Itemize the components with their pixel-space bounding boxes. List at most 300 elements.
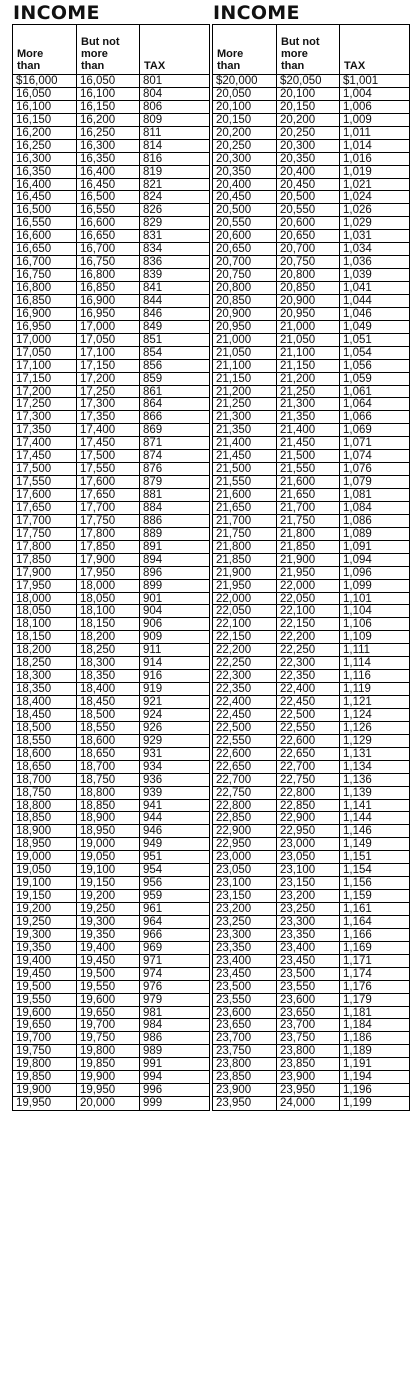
- more-than-cell: 21,650: [216, 501, 252, 514]
- more-than-cell: 18,600: [16, 747, 52, 760]
- table-row: [13, 709, 209, 722]
- tax-cell: 896: [139, 567, 209, 579]
- but-not-more-than-cell: 19,700: [76, 1019, 139, 1031]
- tax-cell: 1,096: [339, 567, 409, 579]
- more-than-cell: 22,350: [216, 683, 252, 695]
- table-row: [13, 1071, 209, 1084]
- tax-cell: 1,191: [339, 1058, 409, 1070]
- more-than-cell: 17,450: [16, 450, 52, 463]
- tax-cell: 991: [139, 1058, 209, 1070]
- table-row: [13, 800, 209, 813]
- but-not-more-than-cell: 22,850: [276, 800, 339, 812]
- tax-cell: 1,076: [339, 463, 409, 475]
- tax-cell: 1,199: [339, 1097, 409, 1110]
- table-row: [213, 101, 409, 114]
- but-not-more-than-cell: 17,250: [76, 386, 139, 398]
- but-not-more-than-cell: 20,200: [276, 114, 339, 126]
- but-not-more-than-cell: 23,450: [276, 955, 339, 967]
- table-row: [213, 1084, 409, 1097]
- more-than-cell: 23,450: [216, 967, 252, 980]
- but-not-more-than-cell: 18,650: [76, 748, 139, 760]
- tax-cell: 844: [139, 295, 209, 307]
- table-row: [13, 618, 209, 631]
- more-than-cell: 23,750: [216, 1045, 252, 1058]
- more-than-cell: 19,800: [16, 1058, 52, 1071]
- header-tax: TAX: [139, 25, 209, 74]
- tax-cell: 1,049: [339, 321, 409, 333]
- but-not-more-than-cell: 16,400: [76, 166, 139, 178]
- but-not-more-than-cell: 23,250: [276, 903, 339, 915]
- table-row: [213, 968, 409, 981]
- but-not-more-than-cell: 23,300: [276, 916, 339, 928]
- tax-cell: 1,176: [339, 981, 409, 993]
- table-row: [213, 554, 409, 567]
- table-row: [13, 670, 209, 683]
- table-row: [13, 541, 209, 554]
- table-row: [13, 88, 209, 101]
- table-row: [213, 593, 409, 606]
- tax-cell: 849: [139, 321, 209, 333]
- more-than-cell: 16,300: [16, 152, 52, 165]
- tax-cell: 1,059: [339, 373, 409, 385]
- tax-cell: 999: [139, 1097, 209, 1110]
- but-not-more-than-cell: 17,150: [76, 360, 139, 372]
- tax-cell: 846: [139, 308, 209, 320]
- table-row: [213, 204, 409, 217]
- tax-cell: 1,056: [339, 360, 409, 372]
- but-not-more-than-cell: 19,800: [76, 1045, 139, 1057]
- but-not-more-than-cell: 20,100: [276, 88, 339, 100]
- tax-cell: 901: [139, 593, 209, 605]
- tax-cell: 1,036: [339, 256, 409, 268]
- table-row: [213, 502, 409, 515]
- but-not-more-than-cell: 21,100: [276, 347, 339, 359]
- more-than-cell: 21,000: [216, 333, 252, 346]
- but-not-more-than-cell: 22,700: [276, 761, 339, 773]
- table-row: [13, 748, 209, 761]
- but-not-more-than-cell: 22,350: [276, 670, 339, 682]
- but-not-more-than-cell: 17,300: [76, 398, 139, 410]
- table-row: [213, 127, 409, 140]
- but-not-more-than-cell: 21,700: [276, 502, 339, 514]
- table-row: [213, 838, 409, 851]
- tax-cell: 1,084: [339, 502, 409, 514]
- table-row: [13, 463, 209, 476]
- table-row: [213, 528, 409, 541]
- tax-cell: 911: [139, 644, 209, 656]
- more-than-cell: 16,950: [16, 320, 52, 333]
- tax-cell: 959: [139, 890, 209, 902]
- table-row: [213, 1097, 409, 1110]
- tax-cell: 1,179: [339, 994, 409, 1006]
- table-row: [213, 657, 409, 670]
- tax-cell: 956: [139, 877, 209, 889]
- tax-cell: 1,189: [339, 1045, 409, 1057]
- table-row: [13, 127, 209, 140]
- but-not-more-than-cell: 21,300: [276, 398, 339, 410]
- tax-cell: 981: [139, 1007, 209, 1019]
- tax-cell: 1,181: [339, 1007, 409, 1019]
- tax-cell: 994: [139, 1071, 209, 1083]
- table-row: [213, 360, 409, 373]
- but-not-more-than-cell: 17,050: [76, 334, 139, 346]
- more-than-cell: 23,800: [216, 1058, 252, 1071]
- more-than-cell: 16,650: [16, 243, 52, 256]
- table-row: [13, 528, 209, 541]
- but-not-more-than-cell: 18,200: [76, 631, 139, 643]
- tax-cell: 1,186: [339, 1032, 409, 1044]
- more-than-cell: 16,800: [16, 282, 52, 294]
- but-not-more-than-cell: 23,100: [276, 864, 339, 876]
- more-than-cell: 17,050: [16, 346, 52, 359]
- but-not-more-than-cell: 21,000: [276, 321, 339, 333]
- but-not-more-than-cell: 22,300: [276, 657, 339, 669]
- table-row: [13, 929, 209, 942]
- table-row: [213, 567, 409, 580]
- tax-cell: 939: [139, 787, 209, 799]
- more-than-cell: 22,300: [216, 670, 252, 683]
- more-than-cell: 20,550: [216, 217, 252, 230]
- tax-cell: 1,111: [339, 644, 409, 656]
- table-row: [213, 1058, 409, 1071]
- but-not-more-than-cell: 21,400: [276, 424, 339, 436]
- more-than-cell: 20,450: [216, 191, 252, 204]
- more-than-cell: 22,650: [216, 760, 252, 773]
- but-not-more-than-cell: 21,750: [276, 515, 339, 527]
- but-not-more-than-cell: 19,750: [76, 1032, 139, 1044]
- more-than-cell: 21,850: [216, 553, 252, 566]
- tax-cell: 1,166: [339, 929, 409, 941]
- but-not-more-than-cell: 17,400: [76, 424, 139, 436]
- but-not-more-than-cell: 19,100: [76, 864, 139, 876]
- but-not-more-than-cell: 21,350: [276, 411, 339, 423]
- tax-cell: 1,129: [339, 735, 409, 747]
- more-than-cell: 19,700: [16, 1032, 52, 1045]
- but-not-more-than-cell: 19,050: [76, 851, 139, 863]
- tax-cell: $1,001: [339, 75, 409, 87]
- but-not-more-than-cell: 23,700: [276, 1019, 339, 1031]
- tax-cell: 954: [139, 864, 209, 876]
- more-than-cell: 16,400: [16, 178, 52, 191]
- table-row: [213, 295, 409, 308]
- more-than-cell: 18,000: [16, 592, 52, 605]
- table-row: [213, 476, 409, 489]
- more-than-cell: 16,050: [16, 87, 52, 100]
- table-row: [13, 1007, 209, 1020]
- more-than-cell: 23,500: [216, 980, 252, 993]
- tax-cell: 1,029: [339, 217, 409, 229]
- but-not-more-than-cell: 18,950: [76, 825, 139, 837]
- tax-cell: 1,126: [339, 722, 409, 734]
- but-not-more-than-cell: 20,150: [276, 101, 339, 113]
- header-more-than: More than: [17, 48, 44, 72]
- table-row: [13, 981, 209, 994]
- but-not-more-than-cell: 23,550: [276, 981, 339, 993]
- table-row: [13, 489, 209, 502]
- tax-cell: 819: [139, 166, 209, 178]
- tax-cell: 1,114: [339, 657, 409, 669]
- table-row: [13, 955, 209, 968]
- table-row: [213, 877, 409, 890]
- but-not-more-than-cell: 21,150: [276, 360, 339, 372]
- tax-cell: 921: [139, 696, 209, 708]
- tax-cell: 879: [139, 476, 209, 488]
- tax-cell: 871: [139, 437, 209, 449]
- tax-cell: 811: [139, 127, 209, 139]
- but-not-more-than-cell: 17,950: [76, 567, 139, 579]
- but-not-more-than-cell: 23,000: [276, 838, 339, 850]
- but-not-more-than-cell: 18,400: [76, 683, 139, 695]
- tax-cell: 1,104: [339, 605, 409, 617]
- but-not-more-than-cell: 17,700: [76, 502, 139, 514]
- more-than-cell: 22,800: [216, 799, 252, 812]
- tax-cell: 1,026: [339, 204, 409, 216]
- header-but-not-more-than: But not more than: [276, 25, 339, 74]
- more-than-cell: 17,600: [16, 489, 52, 501]
- but-not-more-than-cell: 16,500: [76, 191, 139, 203]
- tax-cell: 971: [139, 955, 209, 967]
- more-than-cell: 17,300: [16, 411, 52, 424]
- income-title: INCOME: [13, 2, 100, 24]
- but-not-more-than-cell: 20,250: [276, 127, 339, 139]
- table-row: [213, 864, 409, 877]
- more-than-cell: 17,850: [16, 553, 52, 566]
- more-than-cell: 19,850: [16, 1071, 52, 1084]
- but-not-more-than-cell: 23,600: [276, 994, 339, 1006]
- table-row: [213, 1032, 409, 1045]
- tax-table: [212, 24, 410, 1111]
- tax-table: [12, 24, 210, 1111]
- more-than-cell: 18,950: [16, 838, 52, 851]
- table-row: [213, 515, 409, 528]
- but-not-more-than-cell: 23,500: [276, 968, 339, 980]
- table-row: [213, 411, 409, 424]
- table-row: [13, 334, 209, 347]
- table-row: [13, 282, 209, 295]
- but-not-more-than-cell: 20,400: [276, 166, 339, 178]
- but-not-more-than-cell: 20,500: [276, 191, 339, 203]
- more-than-cell: 22,100: [216, 618, 252, 631]
- but-not-more-than-cell: 17,100: [76, 347, 139, 359]
- table-row: [213, 929, 409, 942]
- tax-cell: 904: [139, 605, 209, 617]
- more-than-cell: 19,350: [16, 941, 52, 954]
- tax-cell: 934: [139, 761, 209, 773]
- tax-cell: 859: [139, 373, 209, 385]
- tax-cell: 906: [139, 618, 209, 630]
- but-not-more-than-cell: 22,200: [276, 631, 339, 643]
- but-not-more-than-cell: 16,350: [76, 153, 139, 165]
- but-not-more-than-cell: 21,250: [276, 386, 339, 398]
- tax-cell: 864: [139, 398, 209, 410]
- table-row: [213, 437, 409, 450]
- tax-cell: 1,124: [339, 709, 409, 721]
- but-not-more-than-cell: 18,450: [76, 696, 139, 708]
- tax-cell: 899: [139, 580, 209, 592]
- table-row: [13, 1084, 209, 1097]
- tax-cell: 1,101: [339, 593, 409, 605]
- tax-cell: 1,131: [339, 748, 409, 760]
- table-row: [13, 153, 209, 166]
- but-not-more-than-cell: 19,550: [76, 981, 139, 993]
- tax-cell: 1,161: [339, 903, 409, 915]
- more-than-cell: 18,650: [16, 760, 52, 773]
- but-not-more-than-cell: 17,200: [76, 373, 139, 385]
- but-not-more-than-cell: 18,250: [76, 644, 139, 656]
- but-not-more-than-cell: 16,200: [76, 114, 139, 126]
- more-than-cell: 19,600: [16, 1006, 52, 1019]
- table-row: [13, 877, 209, 890]
- table-row: [13, 657, 209, 670]
- tax-cell: 1,136: [339, 774, 409, 786]
- table-row: [213, 347, 409, 360]
- but-not-more-than-cell: 20,750: [276, 256, 339, 268]
- more-than-cell: 20,250: [216, 139, 252, 152]
- more-than-cell: 18,150: [16, 631, 52, 644]
- but-not-more-than-cell: 19,650: [76, 1007, 139, 1019]
- tax-cell: 1,074: [339, 450, 409, 462]
- tax-cell: 821: [139, 179, 209, 191]
- more-than-cell: 18,450: [16, 708, 52, 721]
- more-than-cell: 18,200: [16, 644, 52, 657]
- more-than-cell: 19,750: [16, 1045, 52, 1058]
- more-than-cell: 23,900: [216, 1084, 252, 1097]
- tax-cell: 894: [139, 554, 209, 566]
- more-than-cell: 21,700: [216, 514, 252, 527]
- tax-cell: 1,134: [339, 761, 409, 773]
- tax-cell: 1,169: [339, 942, 409, 954]
- tax-cell: 834: [139, 243, 209, 255]
- table-row: [13, 179, 209, 192]
- table-row: [213, 450, 409, 463]
- tax-cell: 949: [139, 838, 209, 850]
- but-not-more-than-cell: 23,950: [276, 1084, 339, 1096]
- more-than-cell: 23,350: [216, 941, 252, 954]
- more-than-cell: 22,750: [216, 786, 252, 799]
- more-than-cell: 21,800: [216, 540, 252, 553]
- but-not-more-than-cell: 21,800: [276, 528, 339, 540]
- tax-cell: 824: [139, 191, 209, 203]
- tax-cell: 1,174: [339, 968, 409, 980]
- tax-cell: 891: [139, 541, 209, 553]
- more-than-cell: 20,500: [216, 204, 252, 217]
- table-row: [13, 812, 209, 825]
- more-than-cell: 23,700: [216, 1032, 252, 1045]
- table-row: [13, 554, 209, 567]
- more-than-cell: 19,200: [16, 903, 52, 915]
- table-row: [13, 424, 209, 437]
- but-not-more-than-cell: 18,550: [76, 722, 139, 734]
- tax-cell: 989: [139, 1045, 209, 1057]
- more-than-cell: 20,900: [216, 307, 252, 320]
- more-than-cell: 19,100: [16, 877, 52, 890]
- table-row: [213, 916, 409, 929]
- table-row: [13, 1045, 209, 1058]
- but-not-more-than-cell: 21,200: [276, 373, 339, 385]
- more-than-cell: 23,100: [216, 877, 252, 890]
- more-than-cell: 16,500: [16, 204, 52, 217]
- tax-cell: 869: [139, 424, 209, 436]
- tax-cell: 964: [139, 916, 209, 928]
- more-than-cell: 21,400: [216, 437, 252, 450]
- tax-cell: 1,109: [339, 631, 409, 643]
- table-row: [213, 1045, 409, 1058]
- more-than-cell: 23,550: [216, 993, 252, 1006]
- but-not-more-than-cell: 22,500: [276, 709, 339, 721]
- table-row: [13, 515, 209, 528]
- tax-cell: 884: [139, 502, 209, 514]
- tax-cell: 914: [139, 657, 209, 669]
- more-than-cell: 22,600: [216, 747, 252, 760]
- more-than-cell: 16,250: [16, 139, 52, 152]
- more-than-cell: 18,750: [16, 786, 52, 799]
- more-than-cell: 21,250: [216, 398, 252, 411]
- but-not-more-than-cell: 16,100: [76, 88, 139, 100]
- but-not-more-than-cell: 18,050: [76, 593, 139, 605]
- more-than-cell: 22,150: [216, 631, 252, 644]
- table-row: [13, 722, 209, 735]
- tax-cell: 1,081: [339, 489, 409, 501]
- tax-cell: 961: [139, 903, 209, 915]
- but-not-more-than-cell: 22,650: [276, 748, 339, 760]
- but-not-more-than-cell: 21,450: [276, 437, 339, 449]
- table-row: [13, 411, 209, 424]
- but-not-more-than-cell: 22,250: [276, 644, 339, 656]
- table-row: [213, 618, 409, 631]
- table-row: [13, 787, 209, 800]
- but-not-more-than-cell: 19,850: [76, 1058, 139, 1070]
- tax-cell: 1,164: [339, 916, 409, 928]
- tax-cell: 1,149: [339, 838, 409, 850]
- tax-cell: 839: [139, 269, 209, 281]
- table-row: [213, 890, 409, 903]
- but-not-more-than-cell: 22,600: [276, 735, 339, 747]
- tax-cell: 881: [139, 489, 209, 501]
- table-row: [213, 114, 409, 127]
- table-row: [13, 295, 209, 308]
- but-not-more-than-cell: 20,450: [276, 179, 339, 191]
- but-not-more-than-cell: 18,800: [76, 787, 139, 799]
- but-not-more-than-cell: 23,750: [276, 1032, 339, 1044]
- table-row: [213, 424, 409, 437]
- table-row: [213, 398, 409, 411]
- tax-cell: 919: [139, 683, 209, 695]
- but-not-more-than-cell: 17,000: [76, 321, 139, 333]
- table-row: [213, 942, 409, 955]
- more-than-cell: 20,750: [216, 269, 252, 281]
- table-row: [13, 269, 209, 282]
- tax-cell: 1,051: [339, 334, 409, 346]
- tax-cell: 941: [139, 800, 209, 812]
- table-row: [13, 373, 209, 386]
- more-than-cell: 23,950: [216, 1097, 252, 1110]
- but-not-more-than-cell: 16,850: [76, 282, 139, 294]
- table-row: [13, 968, 209, 981]
- tax-cell: 876: [139, 463, 209, 475]
- table-row: [13, 360, 209, 373]
- tax-cell: 1,151: [339, 851, 409, 863]
- but-not-more-than-cell: 16,300: [76, 140, 139, 152]
- table-row: [213, 955, 409, 968]
- more-than-cell: 20,300: [216, 152, 252, 165]
- table-row: [13, 1058, 209, 1071]
- but-not-more-than-cell: 18,350: [76, 670, 139, 682]
- more-than-cell: 17,750: [16, 527, 52, 540]
- tax-cell: 1,086: [339, 515, 409, 527]
- table-row: [13, 631, 209, 644]
- but-not-more-than-cell: 20,700: [276, 243, 339, 255]
- more-than-cell: 18,850: [16, 812, 52, 825]
